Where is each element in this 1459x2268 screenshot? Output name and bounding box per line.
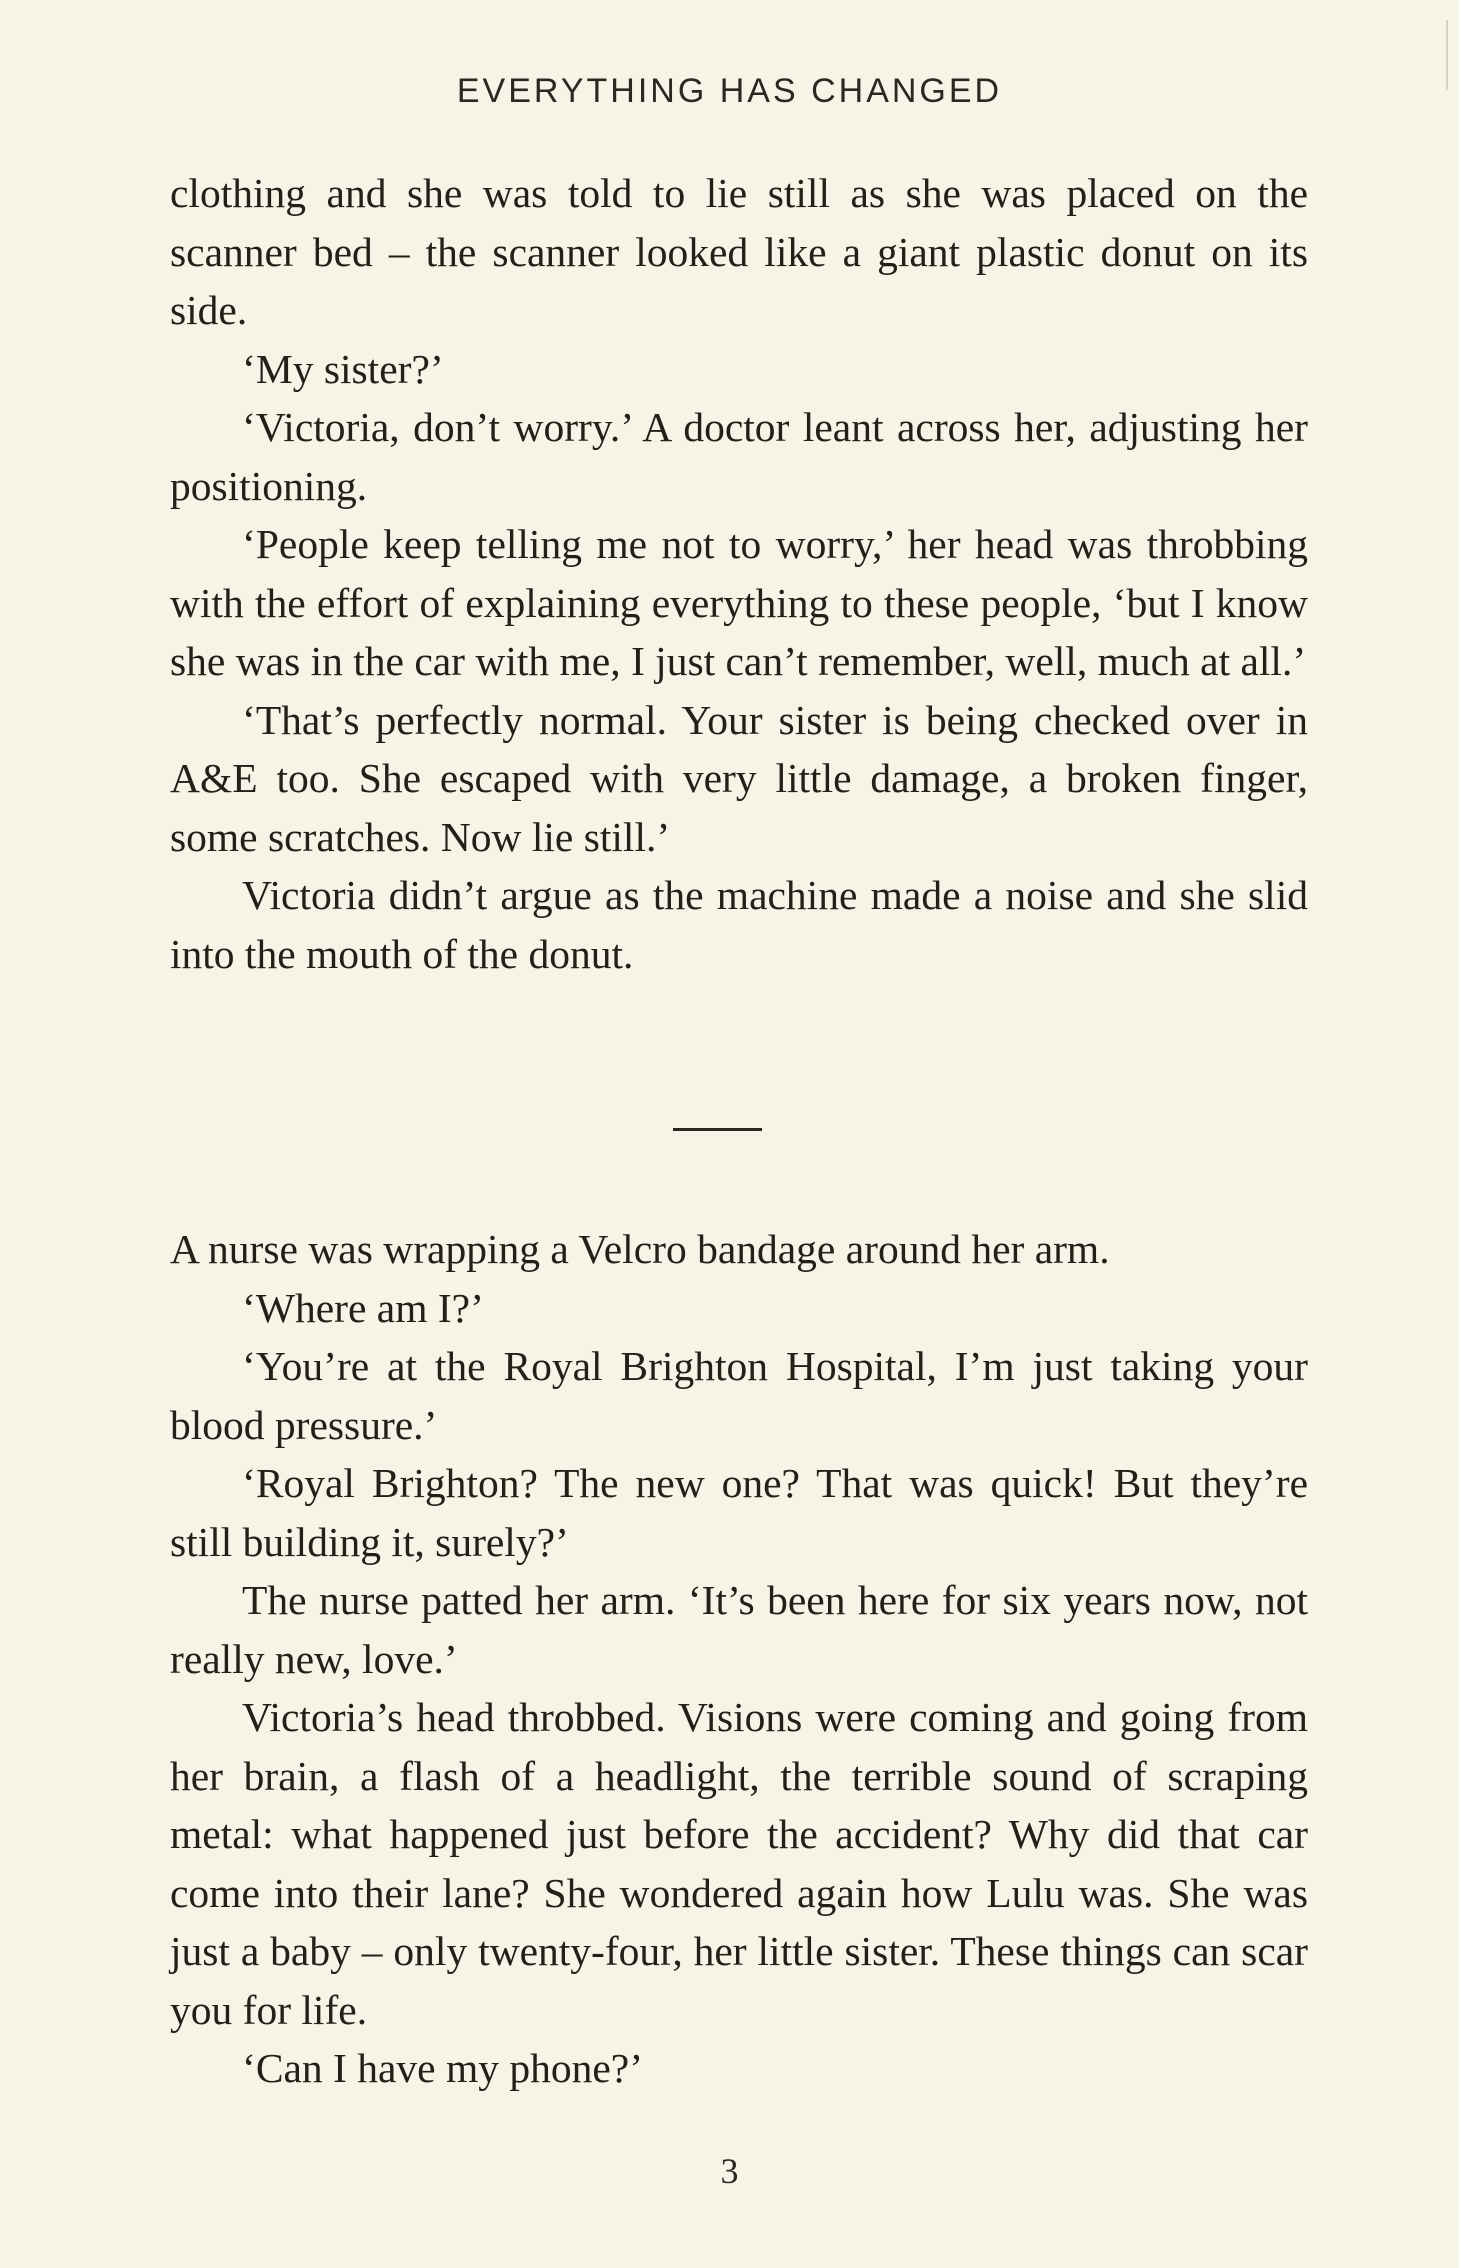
paragraph: ‘That’s perfectly normal. Your sister is being checked over in A&E too. She escaped with very little damage, a broken finger, some scratches. Now lie still.’ xyxy=(170,696,1308,860)
page-number: 3 xyxy=(720,2151,739,2191)
paragraph: A nurse was wrapping a Velcro bandage around her arm. xyxy=(170,1226,1110,1272)
paragraph: ‘Can I have my phone?’ xyxy=(242,2045,644,2091)
paragraph: Victoria’s head throbbed. Visions were coming and going from her brain, a flash of a headlight, the terrible sound of scraping metal: what happened just before the accident? Why did that car come into their lane? She wondered again how Lulu was. She was just a baby – only twenty-four, her little sister. These things can scar you for life. xyxy=(170,1694,1308,2033)
paragraph: ‘People keep telling me not to worry,’ her head was throbbing with the effort of explaining everything to these people, ‘but I know she was in the car with me, I just can’t remember, well, much at all.’ xyxy=(170,521,1308,684)
paragraph: ‘Victoria, don’t worry.’ A doctor leant across her, adjusting her positioning. xyxy=(170,404,1308,509)
paragraph: ‘You’re at the Royal Brighton Hospital, I’m just taking your blood pressure.’ xyxy=(170,1343,1308,1448)
paragraph: ‘My sister?’ xyxy=(242,345,444,392)
text-section-one xyxy=(170,164,1308,983)
paragraph: ‘Where am I?’ xyxy=(242,1284,484,1331)
paragraph: ‘Royal Brighton? The new one? That was quick! But they’re still building it, surely?’ xyxy=(170,1460,1308,1565)
paragraph: Victoria didn’t argue as the machine made a noise and she slid into the mouth of the donut. xyxy=(170,872,1308,977)
scene-break-rule xyxy=(673,1128,762,1131)
running-head: EVERYTHING HAS CHANGED xyxy=(456,72,1003,110)
paragraph: The nurse patted her arm. ‘It’s been here for six years now, not really new, love.’ xyxy=(170,1577,1308,1682)
text-section-two xyxy=(170,1220,1308,2098)
paragraph: clothing and she was told to lie still as she was placed on the scanner bed – the scanner looked like a giant plastic donut on its side. xyxy=(170,170,1308,333)
